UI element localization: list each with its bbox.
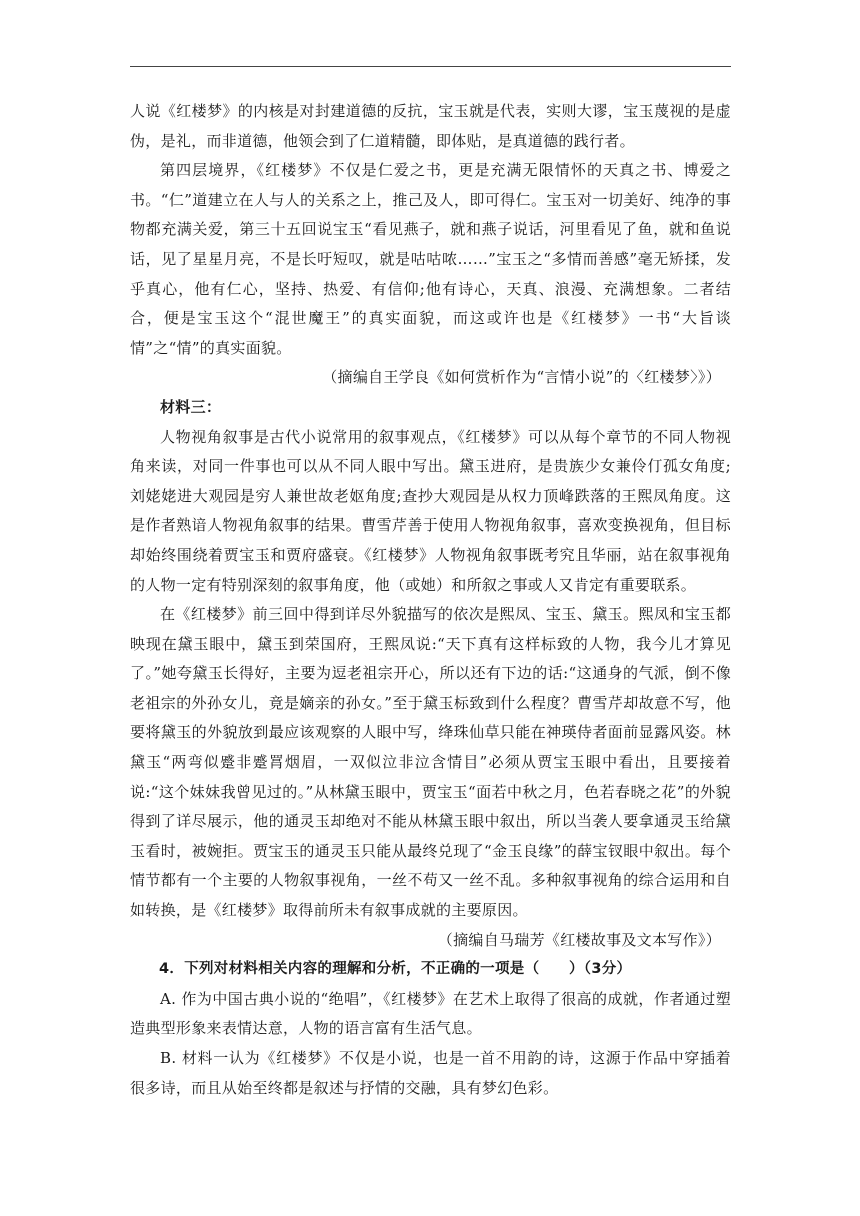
section-heading: 材料三：	[160, 397, 222, 416]
answer-option-a: A. 作为中国古典小说的“绝唱”，《红楼梦》在艺术上取得了很高的成就，作者通过塑造典型形象来表情达意，人物的语言富有生活气息。	[130, 989, 731, 1038]
body-paragraph: 第四层境界，《红楼梦》不仅是仁爱之书，更是充满无限情怀的天真之书、博爱之书。“仁”道建立在人与人的关系之上，推己及人，即可得仁。宝玉对一切美好、纯净的事物都充满关爱，第三十五回说宝玉“看见燕子，就和燕子说话，河里看见了鱼，就和鱼说话，见了星星月亮，不是长吁短叹，就是咕咕哝……”宝玉之“多情而善感”毫无矫揉，发乎真心，他有仁心，坚持、热爱、有信仰;他有诗心，天真、浪漫、充满想象。二者结合，便是宝玉这个“混世魔王”的真实面貌，而这或许也是《红楼梦》一书“大旨谈情”之“情”的真实面貌。	[130, 161, 731, 357]
header-rule	[130, 66, 731, 67]
answer-option-b: B. 材料一认为《红楼梦》不仅是小说，也是一首不用韵的诗，这源于作品中穿插着很多诗，而且从始至终都是叙述与抒情的交融，具有梦幻色彩。	[130, 1049, 731, 1097]
body-paragraph: 在《红楼梦》前三回中得到详尽外貌描写的依次是熙凤、宝玉、黛玉。熙凤和宝玉都映现在黛玉眼中，黛玉到荣国府，王熙凤说:“天下真有这样标致的人物，我今儿才算见了。”她夸黛玉长得好，主要为逗老祖宗开心，所以还有下边的话:“这通身的气派，倒不像老祖宗的外孙女儿，竟是嫡亲的孙女。”至于黛玉标致到什么程度？曹雪芹却故意不写，他要将黛玉的外貌放到最应该观察的人眼中写，绛珠仙草只能在神瑛侍者面前显露风姿。林黛玉“两弯似蹙非蹙罥烟眉，一双似泣非泣含情目”必须从贾宝玉眼中看出，且要接着说:“这个妹妹我曾见过的。”从林黛玉眼中，贾宝玉“面若中秋之月，色若春晓之花”的外貌得到了详尽展示，他的通灵玉却绝对不能从林黛玉眼中叙出，所以当袭人要拿通灵玉给黛玉看时，被婉拒。贾宝玉的通灵玉只能从最终兑现了“金玉良缘”的薛宝钗眼中叙出。每个情节都有一个主要的人物叙事视角，一丝不苟又一丝不乱。多种叙事视角的综合运用和自如转换，是《红楼梦》取得前所未有叙事成就的主要原因。	[130, 605, 731, 920]
source-citation: （摘编自马瑞芳《红楼故事及文本写作》）	[437, 930, 721, 949]
body-paragraph: 人说《红楼梦》的内核是对封建道德的反抗，宝玉就是代表，实则大谬，宝玉蔑视的是虚伪，是礼，而非道德，他领会到了仁道精髓，即体贴，是真道德的践行者。	[130, 102, 731, 150]
question-stem: 4．下列对材料相关内容的理解和分析，不正确的一项是（ ）（3分）	[159, 961, 632, 978]
source-citation: （摘编自王学良《如何赏析作为“言情小说”的〈红楼梦〉》）	[322, 368, 721, 387]
body-paragraph: 人物视角叙事是古代小说常用的叙事观点，《红楼梦》可以从每个章节的不同人物视角来读，对同一件事也可以从不同人眼中写出。黛玉进府，是贵族少女兼伶仃孤女角度;刘姥姥进大观园是穷人兼世故老妪角度;查抄大观园是从权力顶峰跌落的王熙凤角度。这是作者熟谙人物视角叙事的结果。曹雪芹善于使用人物视角叙事，喜欢变换视角，但目标却始终围绕着贾宝玉和贾府盛衰。《红楼梦》人物视角叙事既考究且华丽，站在叙事视角的人物一定有特别深刻的叙事角度，他（或她）和所叙之事或人又肯定有重要联系。	[130, 427, 731, 594]
document-body	[130, 97, 731, 1103]
